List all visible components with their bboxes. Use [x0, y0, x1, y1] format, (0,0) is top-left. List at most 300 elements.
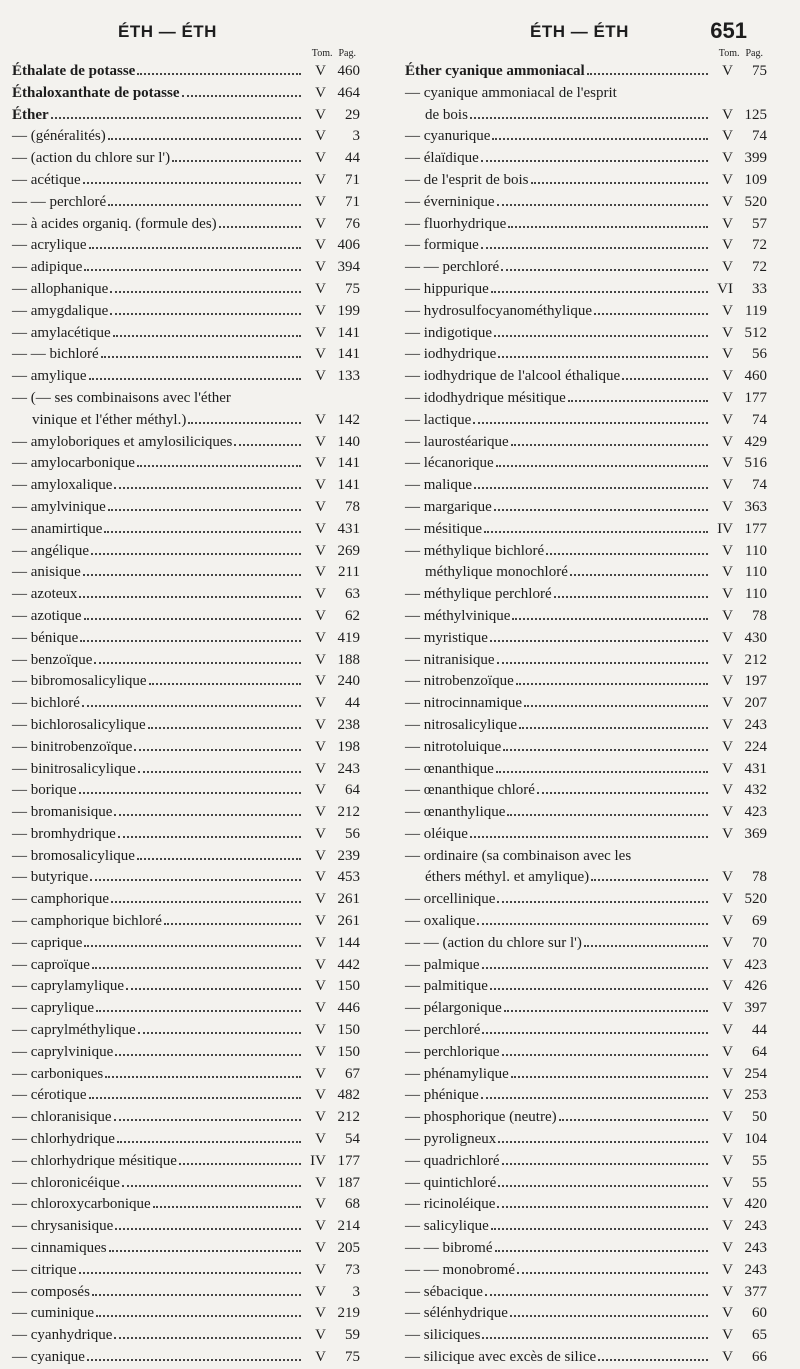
index-entry: [12, 1107, 360, 1129]
dot-leader: [497, 662, 708, 664]
entry-term: — — perchloré: [405, 259, 500, 276]
dot-leader: [179, 1163, 301, 1165]
entry-term: de bois: [425, 106, 468, 123]
index-entry: [12, 780, 360, 802]
entry-volume: V: [722, 237, 733, 254]
dot-leader: [502, 1163, 708, 1165]
entry-term: — hippurique: [405, 280, 489, 297]
entry-page: 482: [337, 1087, 360, 1104]
entry-page: 431: [337, 520, 360, 537]
entry-term: Éthaloxanthate de potasse: [12, 84, 180, 101]
index-entry: [12, 1020, 360, 1042]
index-entry: [12, 192, 360, 214]
entry-term: — nitrocinnamique: [405, 695, 523, 712]
entry-page: 71: [345, 171, 360, 188]
index-entry: [405, 867, 767, 889]
entry-term: — chloranisique: [12, 1109, 112, 1126]
entry-page: 219: [337, 1305, 360, 1322]
dot-leader: [137, 858, 301, 860]
dot-leader: [591, 879, 708, 881]
entry-volume: V: [315, 477, 326, 494]
entry-page: 62: [345, 607, 360, 624]
index-entry: [12, 344, 360, 366]
index-entry: [12, 475, 360, 497]
entry-page: 240: [337, 673, 360, 690]
index-entry: [405, 955, 767, 977]
entry-term: — bichlorosalicylique: [12, 716, 146, 733]
entry-page: 516: [744, 455, 767, 472]
dot-leader: [114, 1337, 301, 1339]
index-entry: [405, 650, 767, 672]
entry-term: — cyanhydrique: [12, 1327, 113, 1344]
entry-page: 55: [752, 1174, 767, 1191]
dot-leader: [137, 73, 301, 75]
entry-page: 74: [752, 128, 767, 145]
entry-term: vinique et l'éther méthyl.): [32, 411, 187, 428]
dot-leader: [481, 247, 708, 249]
dot-leader: [519, 727, 708, 729]
index-entry: [12, 301, 360, 323]
dot-leader: [516, 683, 708, 685]
index-entry: — ordinaire (sa combinaison avec les: [405, 847, 632, 864]
entry-volume: V: [722, 1327, 733, 1344]
entry-page: 188: [337, 651, 360, 668]
dot-leader: [568, 400, 708, 402]
dot-leader: [84, 945, 301, 947]
entry-term: — œnanthique: [405, 760, 494, 777]
dot-leader: [92, 1294, 301, 1296]
entry-term: — malique: [405, 477, 473, 494]
entry-page: 430: [744, 629, 767, 646]
entry-term: — œnanthique chloré: [405, 782, 535, 799]
entry-term: — chloroxycarbonique: [12, 1196, 151, 1213]
dot-leader: [507, 814, 708, 816]
entry-page: 205: [337, 1240, 360, 1257]
index-entry: [405, 541, 767, 563]
entry-page: 369: [744, 825, 767, 842]
entry-page: 177: [744, 389, 767, 406]
dot-leader: [510, 1315, 708, 1317]
entry-volume: V: [722, 564, 733, 581]
entry-page: 72: [752, 237, 767, 254]
dot-leader: [477, 923, 708, 925]
entry-page: 520: [744, 891, 767, 908]
right-column: [405, 47, 767, 1369]
index-entry: [12, 279, 360, 301]
entry-volume: V: [315, 1000, 326, 1017]
index-entry: [405, 1216, 767, 1238]
index-entry: [12, 802, 360, 824]
dot-leader: [104, 531, 301, 533]
entry-term: — bromhydrique: [12, 825, 116, 842]
entry-page: 406: [337, 237, 360, 254]
index-entry: [405, 388, 767, 410]
index-entry: [405, 1020, 767, 1042]
entry-volume: V: [722, 368, 733, 385]
entry-term: — formique: [405, 237, 479, 254]
entry-volume: V: [315, 956, 326, 973]
entry-volume: V: [722, 346, 733, 363]
entry-volume: V: [315, 1174, 326, 1191]
dot-leader: [491, 291, 708, 293]
entry-page: 199: [337, 302, 360, 319]
index-entry: [12, 1325, 360, 1347]
dot-leader: [537, 792, 708, 794]
entry-volume: V: [722, 607, 733, 624]
dot-leader: [470, 836, 708, 838]
dot-leader: [114, 814, 301, 816]
entry-volume: V: [315, 193, 326, 210]
entry-term: — caprylméthylique: [12, 1022, 136, 1039]
entry-term: — caprique: [12, 934, 83, 951]
index-entry: [405, 824, 767, 846]
dot-leader: [554, 596, 708, 598]
index-entry: [405, 1064, 767, 1086]
dot-leader: [153, 1206, 301, 1208]
entry-volume: V: [722, 128, 733, 145]
entry-term: — éverninique: [405, 193, 495, 210]
entry-term: — azoteux: [12, 586, 78, 603]
entry-volume: V: [722, 477, 733, 494]
entry-page: 141: [337, 324, 360, 341]
entry-page: 214: [337, 1218, 360, 1235]
dot-leader: [587, 73, 708, 75]
entry-term: — cérotique: [12, 1087, 87, 1104]
dot-leader: [594, 313, 708, 315]
entry-volume: V: [315, 891, 326, 908]
dot-leader: [115, 1228, 301, 1230]
index-entry: [12, 867, 360, 889]
index-entry: [12, 366, 360, 388]
dot-leader: [497, 1206, 708, 1208]
dot-leader: [517, 1272, 708, 1274]
index-entry: [405, 1151, 767, 1173]
index-entry: [405, 1107, 767, 1129]
index-entry: [405, 998, 767, 1020]
entry-term: — — perchloré: [12, 193, 107, 210]
dot-leader: [501, 269, 708, 271]
entry-term: — perchloré: [405, 1022, 481, 1039]
entry-term: — bibromosalicylique: [12, 673, 147, 690]
entry-page: 243: [744, 1261, 767, 1278]
entry-volume: V: [315, 760, 326, 777]
index-entry: [12, 1260, 360, 1282]
entry-term: — cuminique: [12, 1305, 95, 1322]
index-entry: [12, 650, 360, 672]
entry-page: 44: [345, 695, 360, 712]
dot-leader: [94, 662, 301, 664]
entry-volume: V: [722, 825, 733, 842]
dot-leader: [511, 1076, 708, 1078]
index-entry: [405, 889, 767, 911]
dot-leader: [89, 247, 301, 249]
entry-volume: V: [722, 760, 733, 777]
entry-term: — de l'esprit de bois: [405, 171, 529, 188]
entry-page: 426: [744, 978, 767, 995]
index-entry: [12, 606, 360, 628]
entry-volume: V: [722, 1349, 733, 1366]
entry-term: — phénique: [405, 1087, 479, 1104]
entry-volume: V: [722, 193, 733, 210]
entry-term: — méthylvinique: [405, 607, 511, 624]
dot-leader: [546, 553, 708, 555]
entry-page: 177: [337, 1152, 360, 1169]
dot-leader: [490, 640, 708, 642]
index-entry: [12, 432, 360, 454]
entry-term: — acrylique: [12, 237, 87, 254]
index-entry: [405, 780, 767, 802]
entry-term: — anisique: [12, 564, 81, 581]
index-entry: [12, 628, 360, 650]
dot-leader: [474, 487, 708, 489]
entry-page: 78: [752, 607, 767, 624]
entry-volume: V: [315, 1261, 326, 1278]
entry-term: — angélique: [12, 542, 90, 559]
entry-volume: V: [315, 171, 326, 188]
entry-volume: V: [315, 324, 326, 341]
entry-volume: V: [315, 433, 326, 450]
index-entry: [405, 170, 767, 192]
entry-page: 432: [744, 782, 767, 799]
entry-page: 243: [744, 716, 767, 733]
entry-volume: V: [722, 1043, 733, 1060]
index-entry: [405, 1194, 767, 1216]
dot-leader: [491, 1228, 708, 1230]
entry-term: — anamirtique: [12, 520, 103, 537]
index-entry: — (— ses combinaisons avec l'éther: [12, 389, 231, 406]
entry-page: 74: [752, 411, 767, 428]
entry-page: 460: [744, 368, 767, 385]
index-entry: [405, 671, 767, 693]
entry-term: — oléique: [405, 825, 468, 842]
left-column: [12, 47, 360, 1369]
entry-page: 141: [337, 455, 360, 472]
entry-page: 446: [337, 1000, 360, 1017]
dot-leader: [111, 901, 301, 903]
dot-leader: [110, 313, 301, 315]
entry-volume: V: [315, 237, 326, 254]
dot-leader: [82, 705, 301, 707]
entry-volume: V: [315, 215, 326, 232]
entry-volume: V: [315, 564, 326, 581]
entry-page: 419: [337, 629, 360, 646]
entry-term: — allophanique: [12, 280, 109, 297]
entry-page: 423: [744, 804, 767, 821]
entry-volume: V: [722, 1305, 733, 1322]
entry-page: 104: [744, 1131, 767, 1148]
index-entry: [405, 279, 767, 301]
entry-page: 211: [338, 564, 360, 581]
entry-term: — caprylamylique: [12, 978, 125, 995]
entry-term: — (généralités): [12, 128, 106, 145]
index-entry: [12, 1238, 360, 1260]
dot-leader: [584, 945, 708, 947]
entry-volume: V: [722, 171, 733, 188]
entry-page: 423: [744, 956, 767, 973]
index-entry: [405, 410, 767, 432]
entry-volume: V: [722, 1109, 733, 1126]
pag-label: Pag.: [745, 48, 763, 59]
entry-term: — amylocarbonique: [12, 455, 135, 472]
index-entry: [12, 976, 360, 998]
dot-leader: [508, 226, 708, 228]
entry-term: — adipique: [12, 259, 83, 276]
index-entry: [12, 1129, 360, 1151]
entry-term: — lécanorique: [405, 455, 494, 472]
entry-volume: V: [315, 825, 326, 842]
entry-volume: V: [722, 738, 733, 755]
entry-page: 399: [744, 150, 767, 167]
entry-page: 59: [345, 1327, 360, 1344]
dot-leader: [524, 705, 708, 707]
dot-leader: [496, 465, 708, 467]
entry-volume: V: [315, 738, 326, 755]
entry-term: Éthalate de potasse: [12, 63, 136, 79]
entry-term: — quadrichloré: [405, 1152, 500, 1169]
entry-page: 460: [337, 63, 360, 79]
entry-volume: V: [315, 1043, 326, 1060]
entry-term: — myristique: [405, 629, 488, 646]
dot-leader: [89, 1097, 301, 1099]
entry-term: — élaïdique: [405, 150, 479, 167]
index-entry: [405, 1303, 767, 1325]
column-header: [405, 47, 767, 61]
dot-leader: [87, 1359, 301, 1361]
entry-page: 56: [345, 825, 360, 842]
dot-leader: [90, 879, 301, 881]
dot-leader: [92, 967, 301, 969]
index-entry: [405, 584, 767, 606]
entry-term: — margarique: [405, 498, 492, 515]
entry-page: 109: [744, 171, 767, 188]
entry-term: — — (action du chlore sur l'): [405, 934, 582, 951]
entry-page: 55: [752, 1152, 767, 1169]
entry-volume: V: [722, 498, 733, 515]
dot-leader: [114, 1119, 301, 1121]
entry-volume: V: [315, 498, 326, 515]
index-entry: [405, 192, 767, 214]
dot-leader: [84, 269, 301, 271]
dot-leader: [570, 574, 708, 576]
entry-volume: V: [315, 913, 326, 930]
entry-page: 3: [352, 1283, 360, 1300]
entry-page: 56: [752, 346, 767, 363]
entry-volume: V: [315, 1218, 326, 1235]
dot-leader: [481, 160, 708, 162]
index-entry: [12, 497, 360, 519]
entry-volume: V: [722, 934, 733, 951]
entry-volume: V: [722, 259, 733, 276]
index-entry: [12, 911, 360, 933]
entry-term: — iodhydrique: [405, 346, 497, 363]
entry-term: — indigotique: [405, 324, 493, 341]
index-entry: [12, 83, 360, 105]
entry-volume: V: [722, 455, 733, 472]
index-entry: [12, 126, 360, 148]
entry-term: Éther cyanique ammoniacal: [405, 63, 585, 79]
entry-volume: V: [315, 673, 326, 690]
entry-term: — phosphorique (neutre): [405, 1109, 557, 1126]
entry-volume: V: [722, 891, 733, 908]
dot-leader: [481, 1097, 708, 1099]
index-entry: [12, 541, 360, 563]
entry-term: — — bibromé: [405, 1240, 493, 1257]
entry-term: — nitrosalicylique: [405, 716, 518, 733]
entry-page: 198: [337, 738, 360, 755]
dot-leader: [84, 618, 301, 620]
entry-volume: V: [722, 411, 733, 428]
entry-page: 73: [345, 1261, 360, 1278]
entry-page: 197: [744, 673, 767, 690]
entry-volume: V: [722, 782, 733, 799]
index-entry: — cyanique ammoniacal de l'esprit: [405, 84, 617, 101]
dot-leader: [96, 1010, 301, 1012]
entry-page: 207: [744, 695, 767, 712]
index-entry: [405, 693, 767, 715]
dot-leader: [148, 727, 301, 729]
dot-leader: [496, 771, 708, 773]
index-entry: [12, 1064, 360, 1086]
right-running-head: ÉTH — ÉTH: [530, 22, 629, 41]
entry-term: — amylique: [12, 368, 87, 385]
dot-leader: [149, 683, 301, 685]
dot-leader: [559, 1119, 708, 1121]
index-entry: [405, 497, 767, 519]
dot-leader: [494, 335, 708, 337]
dot-leader: [137, 465, 301, 467]
entry-page: 44: [752, 1022, 767, 1039]
index-entry: [12, 170, 360, 192]
entry-volume: V: [722, 673, 733, 690]
dot-leader: [498, 356, 708, 358]
entry-page: 224: [744, 738, 767, 755]
entry-volume: V: [315, 1240, 326, 1257]
entry-page: 150: [337, 978, 360, 995]
entry-volume: V: [722, 1174, 733, 1191]
dot-leader: [83, 182, 301, 184]
entry-volume: V: [722, 542, 733, 559]
dot-leader: [492, 138, 708, 140]
index-entry: [12, 214, 360, 236]
dot-leader: [494, 509, 708, 511]
entry-page: 68: [345, 1196, 360, 1213]
entry-volume: V: [315, 84, 326, 101]
entry-term: — sélénhydrique: [405, 1305, 508, 1322]
entry-volume: V: [722, 1196, 733, 1213]
dot-leader: [503, 749, 708, 751]
index-entry: [12, 824, 360, 846]
entry-term: — cyanurique: [405, 128, 491, 145]
dot-leader: [113, 335, 301, 337]
entry-page: 212: [337, 804, 360, 821]
right-entry-list: [405, 61, 767, 1369]
dot-leader: [79, 792, 301, 794]
index-entry: [405, 1085, 767, 1107]
index-entry: [12, 1085, 360, 1107]
dot-leader: [531, 182, 708, 184]
index-entry: [12, 889, 360, 911]
dot-leader: [473, 422, 708, 424]
index-entry: [405, 737, 767, 759]
entry-page: 442: [337, 956, 360, 973]
entry-volume: V: [722, 629, 733, 646]
entry-term: — chlorhydrique mésitique: [12, 1152, 177, 1169]
index-entry: [12, 148, 360, 170]
index-entry: [12, 1282, 360, 1304]
entry-term: — bénique: [12, 629, 79, 646]
entry-page: 66: [752, 1349, 767, 1366]
index-entry: [405, 802, 767, 824]
